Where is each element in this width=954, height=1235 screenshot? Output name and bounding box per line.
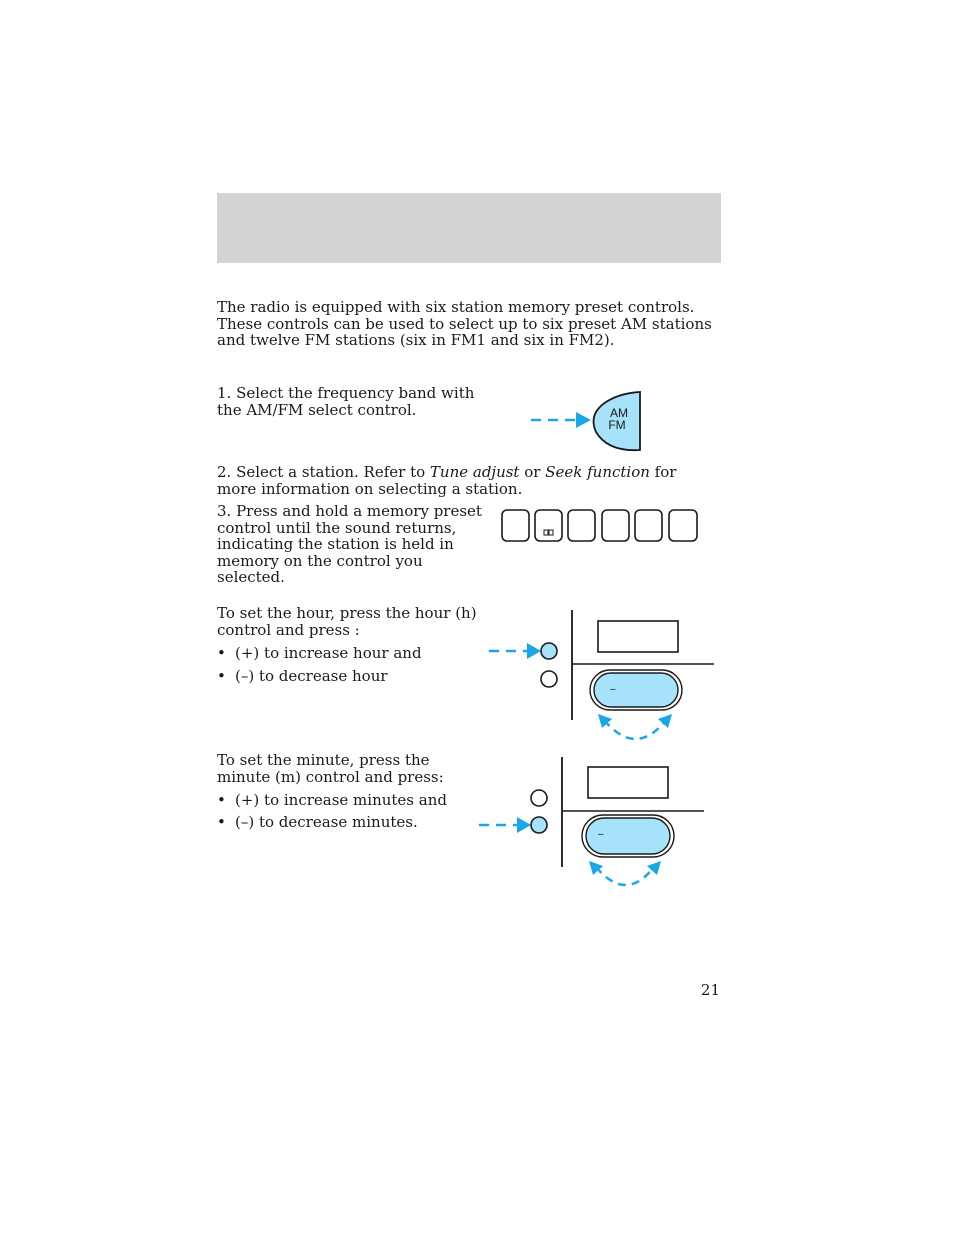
rocker-minus-label: –: [598, 829, 604, 840]
step-3-text: 3. Press and hold a memory preset control until the sound returns, indicating the station is held in memory on the control you selected.: [217, 502, 482, 586]
rocker-action-arrow: [596, 867, 654, 885]
minute-control-button: [541, 671, 557, 687]
preset-button-1: [502, 510, 529, 541]
intro-paragraph: The radio is equipped with six station memory preset controls. These controls can be used to select up to six preset AM stations and twelve FM stations (six in FM1 and six in FM2).: [217, 298, 712, 349]
preset-button-5: [635, 510, 662, 541]
hour-bullet-decrease: • (–) to decrease hour: [217, 667, 388, 685]
minute-control-button: [531, 817, 547, 833]
hour-bullet-increase: • (+) to increase hour and: [217, 644, 422, 662]
hour-control-button: [531, 790, 547, 806]
amfm-label-fm: FM: [608, 418, 626, 432]
rocker-arrow-head-right: [658, 714, 672, 728]
clock-display: [588, 767, 668, 798]
amfm-label-am: AM: [610, 406, 628, 420]
amfm-button-illustration: [528, 388, 648, 453]
clock-display: [598, 621, 678, 652]
pointer-arrow-head: [576, 412, 591, 428]
preset-button-3: [568, 510, 595, 541]
tune-adjust-reference: Tune adjust: [429, 463, 520, 481]
preset-button-2: [535, 510, 562, 541]
section-header-band: [217, 193, 721, 263]
minute-bullet-decrease: • (–) to decrease minutes.: [217, 813, 418, 831]
hour-control-button: [541, 643, 557, 659]
rocker-action-arrow: [604, 720, 666, 739]
rocker-minus-label: –: [610, 684, 616, 695]
memory-preset-buttons: [500, 508, 702, 544]
pointer-arrow-head: [517, 817, 531, 833]
rocker-arrow-head-left: [598, 714, 612, 728]
minute-instructions: To set the minute, press the minute (m) control and press:: [217, 751, 444, 786]
preset-button-6: [669, 510, 697, 541]
page-number: 21: [700, 981, 720, 999]
rocker-switch: [594, 673, 678, 707]
seek-function-reference: Seek function: [545, 463, 650, 481]
preset-button-4: [602, 510, 629, 541]
hour-instructions: To set the hour, press the hour (h) control and press :: [217, 604, 477, 639]
minute-bullet-increase: • (+) to increase minutes and: [217, 791, 447, 809]
minute-set-illustration: [476, 755, 708, 895]
pointer-arrow-head: [527, 643, 541, 659]
step-1-text: 1. Select the frequency band with the AM/FM select control.: [217, 384, 475, 419]
hour-set-illustration: [486, 608, 716, 748]
step-2-text: 2. Select a station. Refer to Tune adjust or Seek function for more information on selecting a station.: [217, 463, 677, 498]
